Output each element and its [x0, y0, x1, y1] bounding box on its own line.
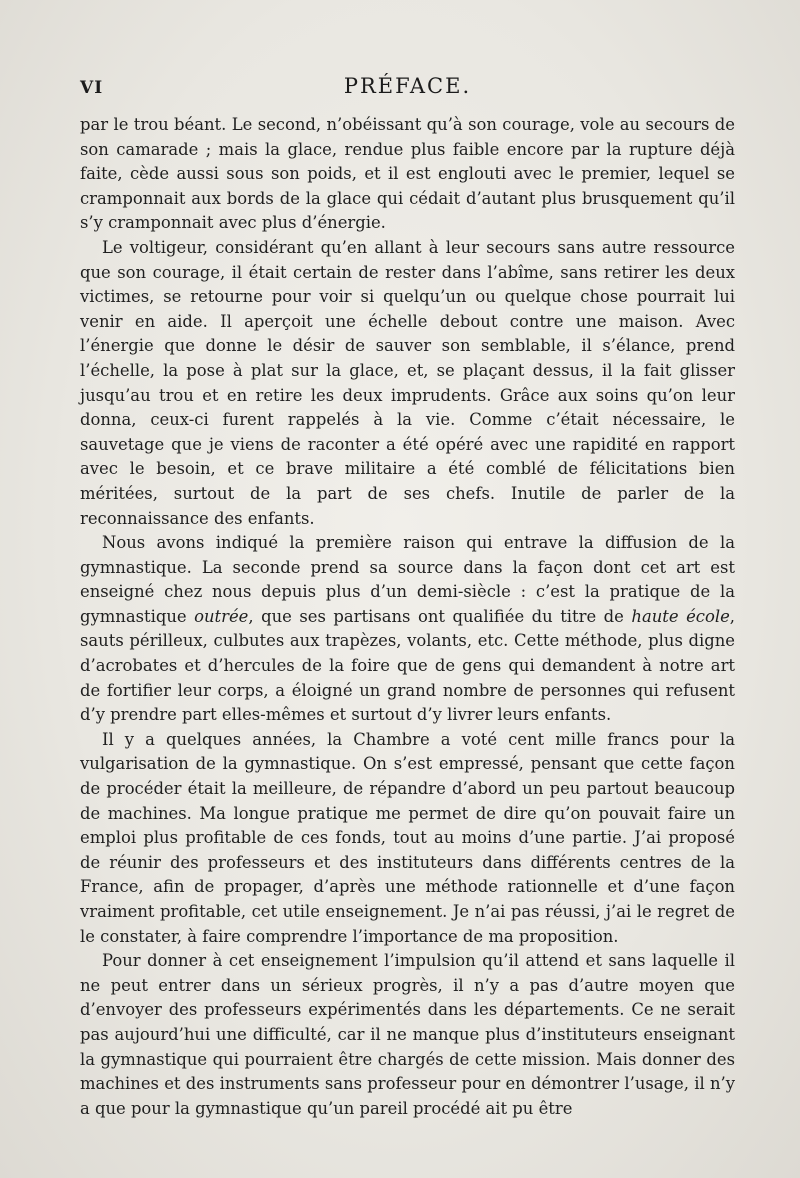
paragraph — [80, 531, 735, 728]
paragraph-text: Pour donner à cet enseignement l’impulsion qu’il attend et sans laquelle il ne peut entrer dans un sérieux progrès, il n’y a pas d’autre moyen que d’envoyer des professeurs expérimentés dans les départements. Ce ne serait pas aujourd’hui une difficulté, car il ne manque plus d’instituteurs enseignant la gymnastique qui pourraient être chargés de cette mission. Mais donner des machines et des instruments sans professeur pour en démontrer l’usage, il n’y a que pour la gymnastique qu’un pareil procédé ait pu être — [80, 951, 735, 1118]
page-header — [80, 74, 735, 104]
paragraph-text: Nous avons indiqué la première raison qui entrave la diffusion de la gymnastique. La seconde prend sa source dans la façon dont cet art est enseigné chez nous depuis plus d’un demi-siècle : c’est la pratique de la gymnastique — [80, 533, 735, 626]
body-text — [80, 113, 735, 1121]
page-number: VI — [80, 78, 104, 98]
italic-term: outrée — [194, 606, 249, 626]
paragraph-text: Il y a quelques années, la Chambre a voté cent mille francs pour la vulgarisation de la gymnastique. On s’est empressé, pensant que cette façon de procéder était la meilleure, de répandre d’abord un peu partout beaucoup de machines. Ma longue pratique me permet de dire qu’on pouvait faire un emploi plus profitable de ces fonds, tout au moins d’une partie. J’ai proposé de réunir des professeurs et des instituteurs dans différents centres de la France, afin de propager, d’après une méthode rationnelle et d’une façon vraiment profitable, cet utile enseignement. Je n’ai pas réussi, j’ai le regret de le constater, à faire comprendre l’importance de ma proposition. — [80, 729, 735, 946]
running-title: PRÉFACE. — [343, 74, 472, 98]
paragraph — [80, 236, 735, 531]
paragraph-text: Le voltigeur, considérant qu’en allant à leur secours sans autre ressource que son courage, il était certain de rester dans l’abîme, sans retirer les deux victimes, se retourne pour voir si quelqu’un ou quelque chose pourrait lui venir en aide. Il aperçoit une échelle debout contre une maison. Avec l’énergie que donne le désir de sauver son semblable, il s’élance, prend l’échelle, la pose à plat sur la glace, et, se plaçant dessus, il la fait glisser jusqu’au trou et en retire les deux imprudents. Grâce aux soins qu’on leur donna, ceux-ci furent rappelés à la vie. Comme c’était nécessaire, le sauvetage que je viens de raconter a été opéré avec une rapidité en rapport avec le besoin, et ce brave militaire a été comblé de félicitations bien méritées, surtout de la part de ses chefs. Inutile de parler de la reconnaissance des enfants. — [80, 237, 735, 528]
paragraph-text: , que ses partisans ont qualifiée du titre de — [248, 606, 632, 626]
paragraph-text: par le trou béant. Le second, n’obéissant qu’à son courage, vole au secours de son camarade ; mais la glace, rendue plus faible encore par la rupture déjà faite, cède aussi sous son poids, et il est englouti avec le premier, lequel se cramponnait aux bords de la glace qui cédait d’autant plus brusquement qu’il s’y cramponnait avec plus d’énergie. — [80, 115, 735, 233]
italic-term: haute école — [631, 606, 730, 626]
paragraph-text: , sauts périlleux, culbutes aux trapèzes, volants, etc. Cette méthode, plus digne d’acrobates et d’hercules de la foire que de gens qui demandent à notre art de fortifier leur corps, a éloigné un grand nombre de personnes qui refusent d’y prendre part elles-mêmes et surtout d’y livrer leurs enfants. — [80, 606, 735, 725]
paragraph — [80, 728, 735, 949]
paragraph — [80, 949, 735, 1121]
paragraph — [80, 113, 735, 236]
